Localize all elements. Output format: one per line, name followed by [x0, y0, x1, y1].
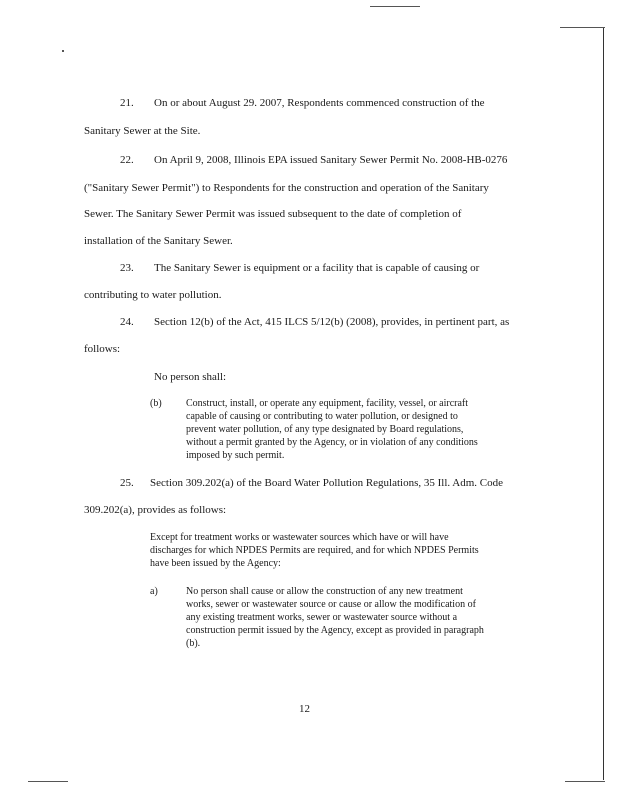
quote-25-item-line: (b). — [186, 638, 201, 649]
quote-25-item-line: construction permit issued by the Agency, except as provided in paragraph — [186, 625, 484, 636]
scan-mark-top-right — [560, 27, 605, 28]
quote-25-item-line: any existing treatment works, sewer or wastewater source without a — [186, 612, 458, 623]
paragraph-22-line-1: On April 9, 2008, Illinois EPA issued Sanitary Sewer Permit No. 2008-HB-0276 — [154, 154, 508, 166]
scan-dot — [62, 50, 64, 52]
paragraph-21-number: 21. — [120, 97, 134, 109]
scan-mark-top — [370, 6, 420, 7]
scan-mark-bottom-right — [565, 781, 605, 782]
quote-25-item-line: No person shall cause or allow the construction of any new treatment — [186, 586, 463, 597]
quote-24-item-line: without a permit granted by the Agency, or in violation of any conditions — [186, 437, 478, 448]
paragraph-23-line-1: The Sanitary Sewer is equipment or a facility that is capable of causing or — [154, 262, 480, 274]
paragraph-25-line-2: 309.202(a), provides as follows: — [84, 504, 227, 516]
quote-25-item-label: a) — [150, 586, 158, 597]
paragraph-25-number: 25. — [120, 477, 134, 489]
paragraph-23-line-2: contributing to water pollution. — [84, 289, 222, 301]
paragraph-22-line-2: ("Sanitary Sewer Permit") to Respondents for the construction and operation of the Sanitary — [84, 182, 489, 194]
page-edge-line — [603, 28, 604, 780]
paragraph-25-line-1: Section 309.202(a) of the Board Water Pollution Regulations, 35 Ill. Adm. Code — [150, 477, 504, 489]
quote-25-intro-line: have been issued by the Agency: — [150, 558, 281, 569]
quote-24-item-line: capable of causing or contributing to water pollution, or designed to — [186, 411, 458, 422]
paragraph-22-number: 22. — [120, 154, 134, 166]
quote-24-intro: No person shall: — [154, 371, 227, 383]
quote-25-item-line: works, sewer or wastewater source or cause or allow the modification of — [186, 599, 476, 610]
paragraph-23-number: 23. — [120, 262, 134, 274]
quote-25-intro-line: Except for treatment works or wastewater sources which have or will have — [150, 532, 449, 543]
scan-mark-bottom-left — [28, 781, 68, 782]
paragraph-21-line-1: On or about August 29. 2007, Respondents commenced construction of the — [154, 97, 485, 109]
paragraph-24-number: 24. — [120, 316, 134, 328]
page-number: 12 — [299, 703, 310, 715]
quote-24-item-line: imposed by such permit. — [186, 450, 285, 461]
paragraph-22-line-3: Sewer. The Sanitary Sewer Permit was issued subsequent to the date of completion of — [84, 208, 462, 220]
paragraph-24-line-2: follows: — [84, 343, 121, 355]
paragraph-21-line-2: Sanitary Sewer at the Site. — [84, 125, 201, 137]
paragraph-24-line-1: Section 12(b) of the Act, 415 ILCS 5/12(b) (2008), provides, in pertinent part, as — [154, 316, 510, 328]
quote-25-intro-line: discharges for which NPDES Permits are required, and for which NPDES Permits — [150, 545, 479, 556]
quote-24-item-line: Construct, install, or operate any equipment, facility, vessel, or aircraft — [186, 398, 469, 409]
paragraph-22-line-4: installation of the Sanitary Sewer. — [84, 235, 233, 247]
quote-24-item-label: (b) — [150, 398, 162, 409]
quote-24-item-line: prevent water pollution, of any type designated by Board regulations, — [186, 424, 464, 435]
